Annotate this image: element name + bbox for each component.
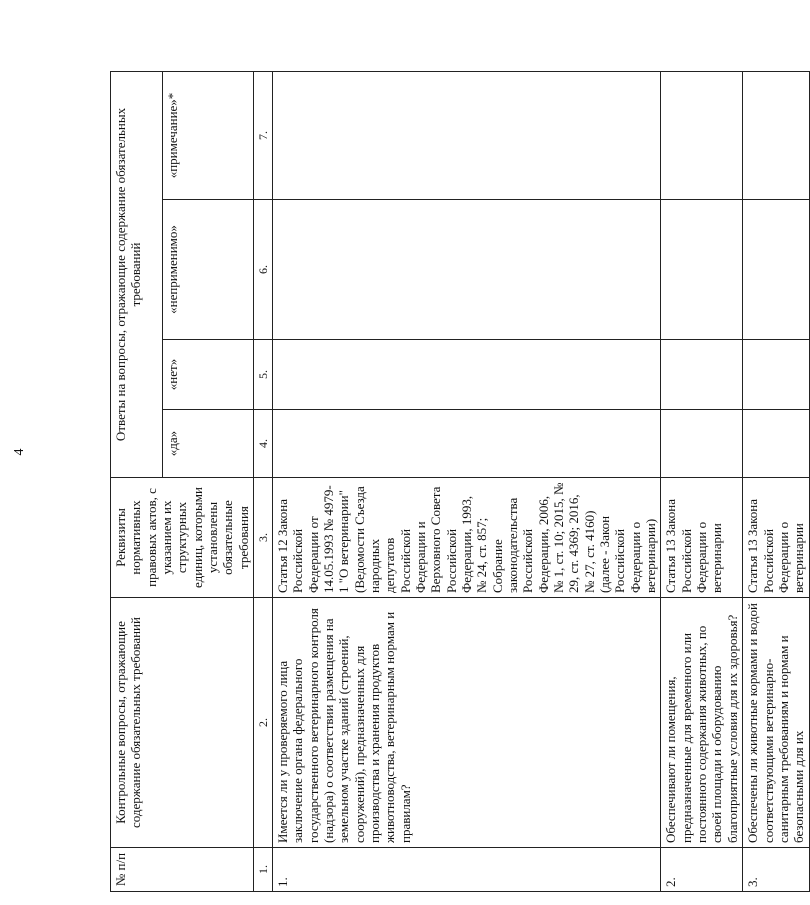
answer-da-cell[interactable] [743, 410, 809, 478]
row-question: Обеспечивают ли помещения, предназначенные для временного или постоянного содержания животных, по своей площади и оборудованию благоприятные условия для их здоровья? [661, 598, 743, 848]
header-question: Контрольные вопросы, отражающие содержание обязательных требований [111, 598, 254, 848]
header-net: «нет» [162, 340, 253, 410]
header-answers-group: Ответы на вопросы, отражающие содержание обязательных требований [111, 71, 163, 477]
answer-neprimenimo-cell[interactable] [273, 200, 661, 340]
header-row-1 [111, 71, 163, 891]
header-primechanie: «примечание»* [162, 71, 253, 199]
row-question: Имеется ли у проверяемого лица заключение органа федерального государственного ветеринарного контроля (надзора) о соответствии размещения на земельном участке зданий (строений, сооружений), предназначенных для производства и хранения продуктов животноводства, ветеринарным нормам и правилам? [273, 598, 661, 848]
column-number-row [253, 71, 272, 891]
answer-primechanie-cell[interactable] [743, 71, 809, 199]
column-number: 1. [253, 848, 272, 892]
row-number: 1. [273, 848, 661, 892]
answer-primechanie-cell[interactable] [273, 71, 661, 199]
checklist-table [110, 71, 810, 892]
header-da: «да» [162, 410, 253, 478]
column-number: 4. [253, 410, 272, 478]
row-requisites: Статья 13 Закона Российской Федерации о ветеринарии [661, 478, 743, 598]
table-row [743, 71, 809, 891]
column-number: 6. [253, 200, 272, 340]
answer-primechanie-cell[interactable] [661, 71, 743, 199]
header-requisites: Реквизиты нормативных правовых актов, с указанием их структурных единиц, которыми установлены обязательные требования [111, 478, 254, 598]
table-row [273, 71, 661, 891]
answer-da-cell[interactable] [661, 410, 743, 478]
row-requisites: Статья 13 Закона Российской Федерации о ветеринарии [743, 478, 809, 598]
rotated-page-content [110, 72, 807, 892]
row-question: Обеспечены ли животные кормами и водой соответствующими ветеринарно-санитарным требованиям и нормам и безопасными для их [743, 598, 809, 848]
column-number: 7. [253, 71, 272, 199]
row-number: 2. [661, 848, 743, 892]
answer-da-cell[interactable] [273, 410, 661, 478]
column-number: 2. [253, 598, 272, 848]
table-row [661, 71, 743, 891]
column-number: 5. [253, 340, 272, 410]
answer-net-cell[interactable] [273, 340, 661, 410]
answer-net-cell[interactable] [743, 340, 809, 410]
answer-neprimenimo-cell[interactable] [661, 200, 743, 340]
answer-neprimenimo-cell[interactable] [743, 200, 809, 340]
row-requisites: Статья 12 Закона Российской Федерации от 14.05.1993 № 4979-1 "О ветеринарии" (Ведомости Съезда народных депутатов Российской Федерации и Верховного Совета Российской Федерации, 1993, № 24, ст. 857; Собрание законодательства Российской Федерации, 2006, № 1, ст. 10; 2015, № 29, ст. 4369; 2016, № 27, ст. 4160) (далее - Закон Российской Федерации о ветеринарии) [273, 478, 661, 598]
row-number: 3. [743, 848, 809, 892]
column-number: 3. [253, 478, 272, 598]
header-neprimenimo: «неприменимо» [162, 200, 253, 340]
answer-net-cell[interactable] [661, 340, 743, 410]
page-number: 4 [12, 448, 27, 456]
header-no: № п/п [111, 848, 254, 892]
